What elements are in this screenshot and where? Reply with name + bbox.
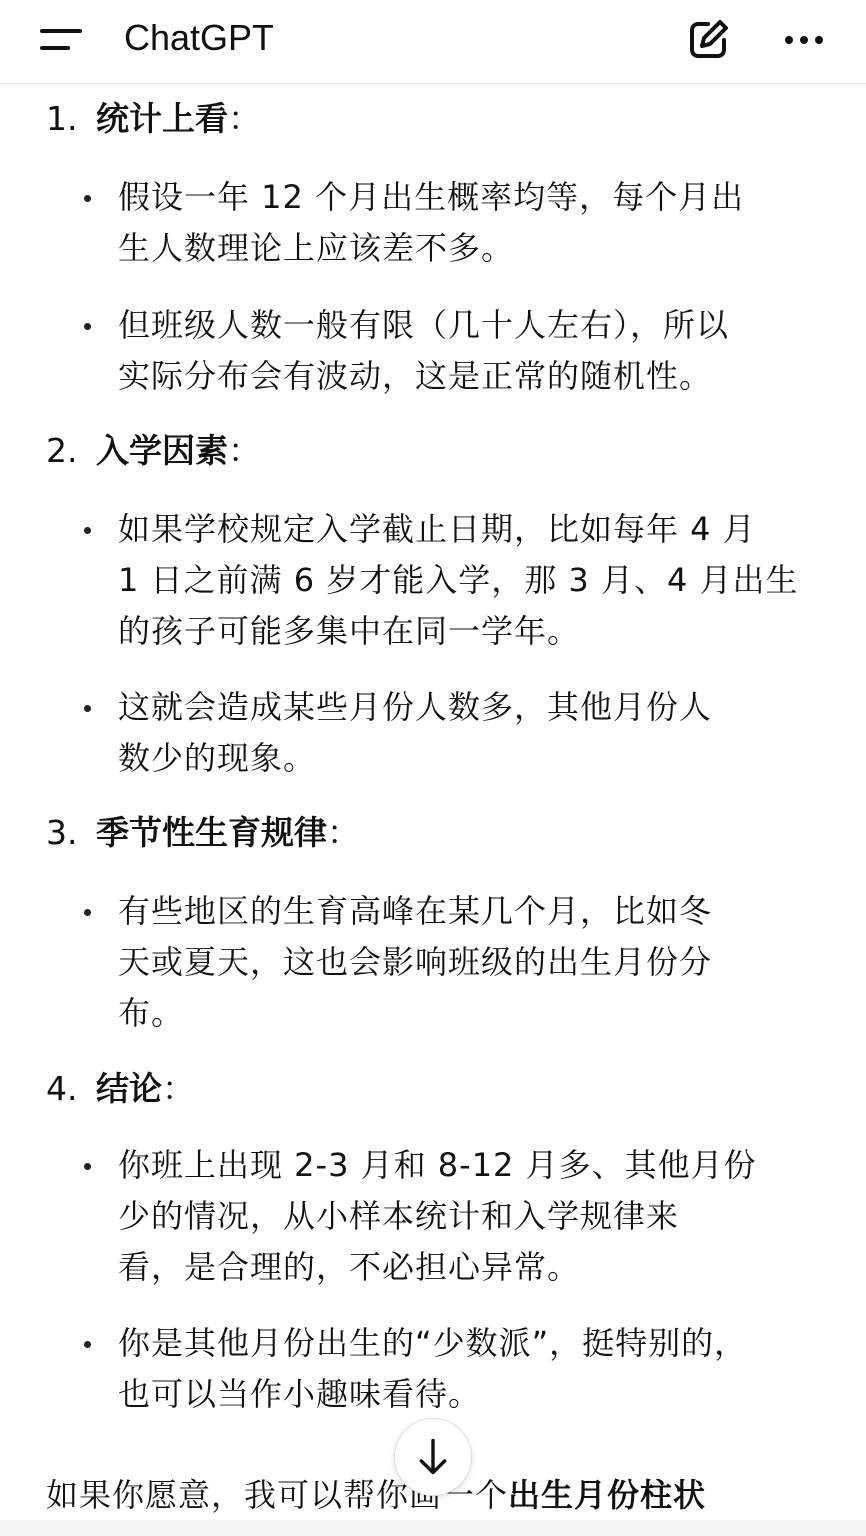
list-item (84, 172, 804, 274)
section-colon: ： (327, 813, 360, 852)
compose-icon[interactable] (684, 16, 732, 64)
list-item (84, 1140, 804, 1293)
section-heading (46, 808, 360, 858)
section-colon: ： (228, 431, 261, 470)
closing-bold-text: 出生月份柱状 (508, 1476, 707, 1514)
list-item-text: 这就会造成某些月份人数多，其他月份人 数少的现象。 (118, 688, 713, 777)
section-title: 统计上看 (96, 99, 228, 138)
bullet-icon (84, 527, 91, 534)
bullet-icon (84, 323, 91, 330)
list-item-text: 有些地区的生育高峰在某几个月，比如冬 天或夏天，这也会影响班级的出生月份分 布。 (118, 892, 713, 1032)
list-item (84, 682, 804, 784)
section-heading (46, 426, 261, 476)
list-item-text: 但班级人数一般有限（几十人左右），所以 实际分布会有波动，这是正常的随机性。 (118, 306, 730, 395)
list-item-text: 假设一年 12 个月出生概率均等，每个月出 生人数理论上应该差不多。 (118, 178, 745, 267)
section-number: 4. (46, 1069, 78, 1108)
list-item-text: 你是其他月份出生的“少数派”，挺特别的， 也可以当作小趣味看待。 (118, 1324, 748, 1413)
list-item (84, 886, 804, 1039)
section-number: 2. (46, 431, 78, 470)
assistant-message (0, 84, 866, 1536)
composer-edge (0, 1520, 866, 1536)
list-item (84, 504, 804, 657)
bullet-icon (84, 909, 91, 916)
more-icon[interactable] (780, 20, 828, 60)
hamburger-icon[interactable] (38, 24, 86, 56)
section-heading (46, 1064, 195, 1114)
closing-paragraph (46, 1470, 706, 1520)
section-title: 入学因素 (96, 431, 228, 470)
section-number: 1. (46, 99, 78, 138)
arrow-down-icon[interactable] (394, 1418, 472, 1496)
list-item (84, 1318, 804, 1420)
bullet-icon (84, 1341, 91, 1348)
app-title: ChatGPT (124, 17, 275, 58)
section-colon: ： (162, 1069, 195, 1108)
bullet-icon (84, 705, 91, 712)
section-heading (46, 94, 261, 144)
bullet-icon (84, 1163, 91, 1170)
section-title: 季节性生育规律 (96, 813, 327, 852)
bullet-icon (84, 195, 91, 202)
list-item-text: 你班上出现 2-3 月和 8-12 月多、其他月份 少的情况，从小样本统计和入学规律来 看，是合理的，不必担心异常。 (118, 1146, 757, 1286)
closing-text: 如果你愿意，我可以帮你画一个 (46, 1476, 509, 1514)
section-title: 结论 (96, 1069, 162, 1108)
section-colon: ： (228, 99, 261, 138)
list-item (84, 300, 804, 402)
app-header (0, 0, 866, 84)
section-number: 3. (46, 813, 78, 852)
list-item-text: 如果学校规定入学截止日期，比如每年 4 月 1 日之前满 6 岁才能入学，那 3 月、4 月出生 的孩子可能多集中在同一学年。 (118, 510, 799, 650)
